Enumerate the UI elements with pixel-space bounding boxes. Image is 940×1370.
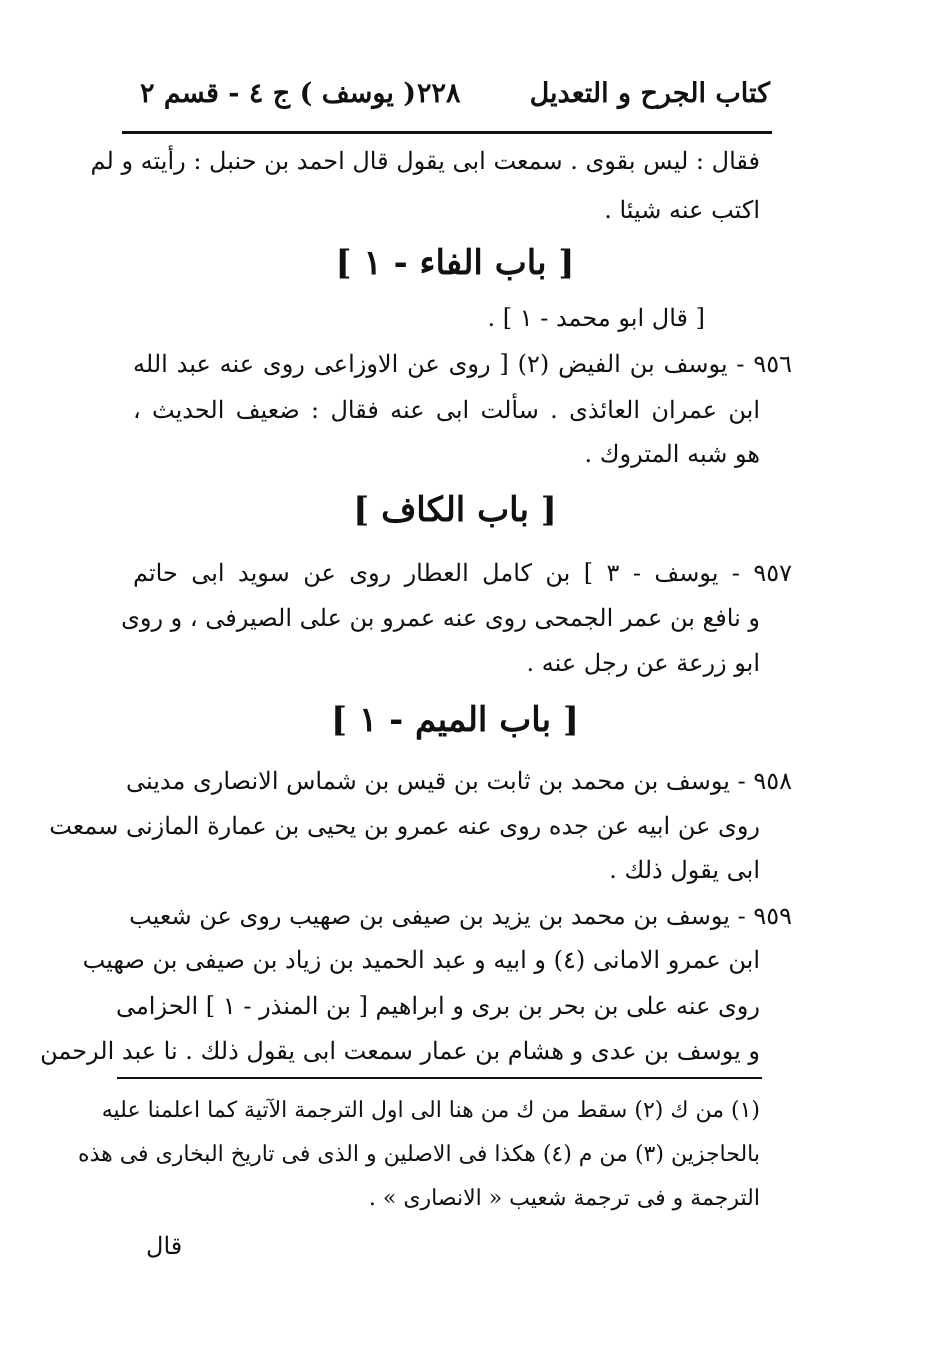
- footnote-rule: [117, 1077, 762, 1079]
- footnote-line: (١) من ك (٢) سقط من ك من هنا الى اول الترجمة الآتية كما اعلمنا عليه: [101, 1098, 760, 1123]
- page-number: ٢٢٨: [417, 78, 461, 109]
- footnote-line: بالحاجزين (٣) من م (٤) هكذا فى الاصلين و الذى فى تاريخ البخارى فى هذه: [78, 1142, 760, 1167]
- text-line: اكتب عنه شيئا .: [604, 196, 760, 224]
- entry-956-line: ٩٥٦ - يوسف بن الفيض (٢) [ روى عن الاوزاعى روى عنه عبد الله: [133, 350, 793, 378]
- catchword: قال: [146, 1232, 183, 1260]
- entry-957-line: ٩٥٧ - يوسف - ٣ ] بن كامل العطار روى عن سويد ابى حاتم: [133, 559, 793, 587]
- chapter-heading-fa: [ باب الفاء - ١ ]: [335, 243, 575, 283]
- text-line: و يوسف بن عدى و هشام بن عمار سمعت ابى يقول ذلك . نا عبد الرحمن: [40, 1037, 760, 1065]
- entry-959-line: ٩٥٩ - يوسف بن محمد بن يزيد بن صيفى بن صهيب روى عن شعيب: [129, 902, 792, 930]
- section-label: ( يوسف ) ج ٤ - قسم ٢: [140, 78, 417, 109]
- text-line: ابن عمران العائذى . سألت ابى عنه فقال : ضعيف الحديث ،: [133, 396, 760, 424]
- text-line: روى عنه على بن بحر بن برى و ابراهيم [ بن المنذر - ١ ] الحزامى: [115, 992, 760, 1020]
- footnote-line: الترجمة و فى ترجمة شعيب « الانصارى » .: [368, 1186, 760, 1211]
- running-header: [140, 78, 770, 122]
- text-line: روى عن ابيه عن جده روى عنه عمرو بن يحيى بن عمارة المازنى سمعت: [49, 812, 760, 840]
- text-line: و نافع بن عمر الجمحى روى عنه عمرو بن على الصيرفى ، و روى: [121, 604, 760, 632]
- chapter-heading-kaf: [ باب الكاف ]: [353, 490, 557, 530]
- book-title: كتاب الجرح و التعديل: [529, 78, 770, 109]
- text-line: فقال : ليس بقوى . سمعت ابى يقول قال احمد بن حنبل : رأيته و لم: [90, 147, 760, 175]
- chapter-heading-mim: [ باب الميم - ١ ]: [331, 700, 579, 740]
- text-line: ابى يقول ذلك .: [609, 856, 760, 884]
- text-line: هو شبه المتروك .: [584, 440, 760, 468]
- text-line: [ قال ابو محمد - ١ ] .: [487, 304, 705, 332]
- text-line: ابن عمرو الامانى (٤) و ابيه و عبد الحميد بن زياد بن صيفى بن صهيب: [82, 946, 760, 974]
- entry-958-line: ٩٥٨ - يوسف بن محمد بن ثابت بن قيس بن شماس الانصارى مدينى: [125, 767, 792, 795]
- text-line: ابو زرعة عن رجل عنه .: [526, 649, 760, 677]
- header-rule: [122, 131, 772, 134]
